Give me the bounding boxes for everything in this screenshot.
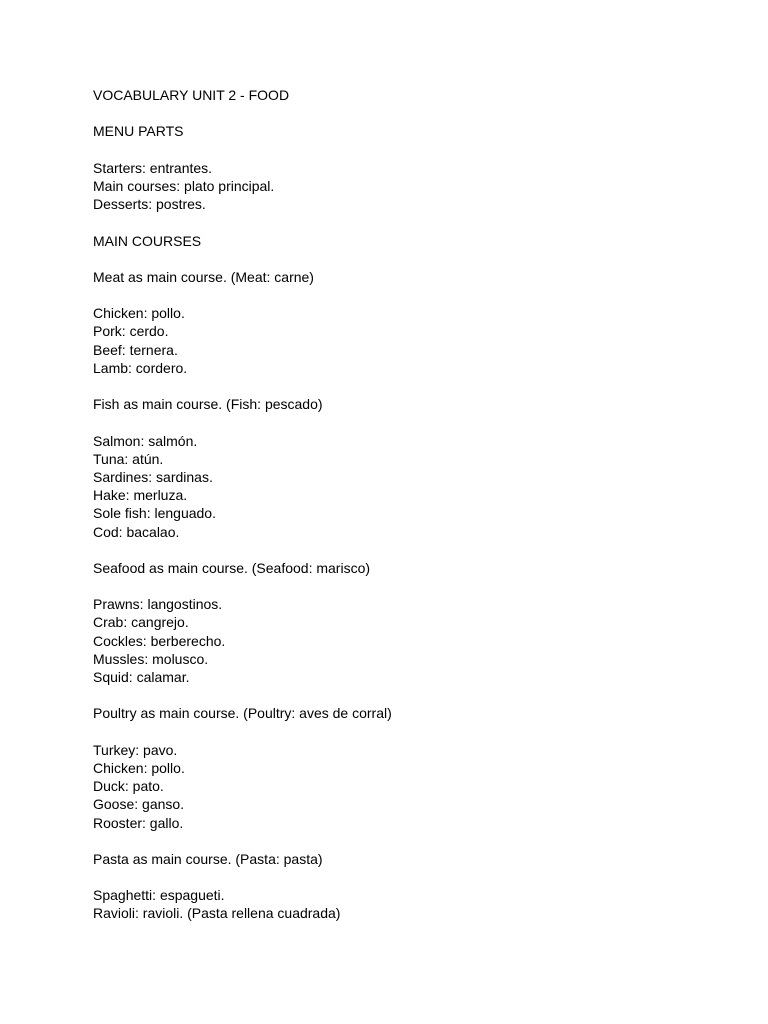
subsection-intro-pasta: Pasta as main course. (Pasta: pasta) [93,850,323,867]
document-title: VOCABULARY UNIT 2 - FOOD [93,87,290,103]
vocab-item: Squid: calamar. [93,669,190,685]
vocab-item: Chicken: pollo. [93,305,185,322]
spacer [93,286,733,304]
vocab-item: Chicken: pollo. [93,759,185,776]
subsection-intro-poultry: Poultry as main course. (Poultry: aves de corral) [93,705,392,722]
vocab-item: Duck: pato. [93,778,164,795]
spacer [93,723,733,741]
spacer [93,832,733,850]
spacer [93,577,733,595]
vocab-item: Beef: ternera. [93,341,178,358]
vocab-item: Main courses: plato principal. [93,177,275,194]
vocab-item: Pork: cerdo. [93,323,169,340]
vocab-item: Turkey: pavo. [93,741,178,758]
vocab-item: Prawns: langostinos. [93,596,223,613]
section-heading-main-courses: MAIN COURSES [93,232,202,249]
subsection-intro-fish: Fish as main course. (Fish: pescado) [93,396,323,413]
vocab-item: Goose: ganso. [93,796,185,813]
spacer [93,868,733,886]
vocab-item: Spaghetti: espagueti. [93,887,225,904]
vocab-item: Cockles: berberecho. [93,632,226,649]
spacer [93,141,733,159]
vocab-item: Crab: cangrejo. [93,614,189,631]
spacer [93,250,733,268]
document-body [93,86,733,923]
spacer [93,104,733,122]
vocab-item: Cod: bacalao. [93,523,180,540]
vocab-item: Hake: merluza. [93,487,188,504]
spacer [93,213,733,231]
vocab-item: Lamb: cordero. [93,359,188,376]
vocab-item: Ravioli: ravioli. (Pasta rellena cuadrada) [93,905,341,922]
vocab-item: Sardines: sardinas. [93,468,213,485]
subsection-intro-meat: Meat as main course. (Meat: carne) [93,268,314,285]
vocab-item: Starters: entrantes. [93,159,213,176]
vocab-item: Desserts: postres. [93,196,206,213]
spacer [93,686,733,704]
spacer [93,377,733,395]
vocab-item: Salmon: salmón. [93,432,198,449]
vocab-item: Tuna: atún. [93,450,164,467]
spacer [93,413,733,431]
spacer [93,541,733,559]
subsection-intro-seafood: Seafood as main course. (Seafood: marisco) [93,559,371,576]
vocab-item: Rooster: gallo. [93,814,184,831]
vocab-item: Mussles: molusco. [93,650,209,667]
vocab-item: Sole fish: lenguado. [93,505,216,522]
section-heading-menu-parts: MENU PARTS [93,123,184,140]
